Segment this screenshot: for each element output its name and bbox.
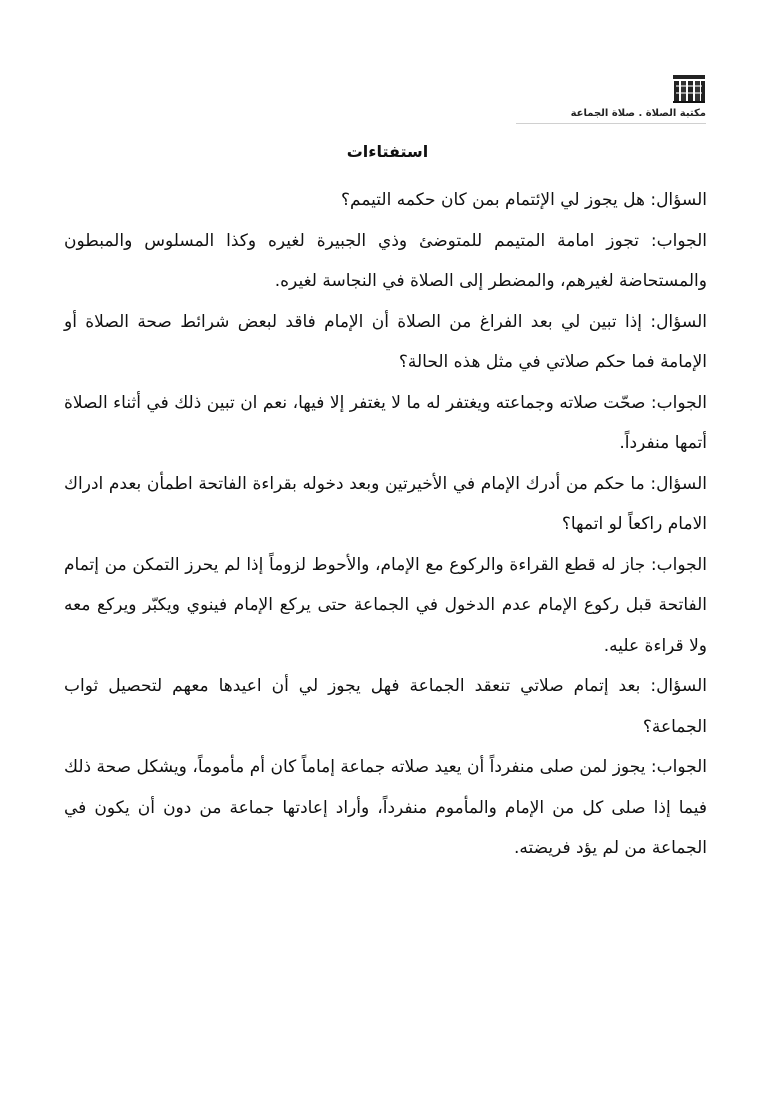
- page-title: استفتاءات: [346, 142, 429, 161]
- page-header: [506, 72, 706, 124]
- question-paragraph: السؤال: هل يجوز لي الإئتمام بمن كان حكمه التيمم؟: [340, 190, 707, 210]
- question-paragraph: السؤال: بعد إتمام صلاتي تنعقد الجماعة فهل يجوز لي أن اعيدها معهم لتحصيل ثواب الجماعة؟: [64, 676, 707, 737]
- qa-content: [64, 180, 707, 869]
- question-paragraph: السؤال: إذا تبين لي بعد الفراغ من الصلاة أن الإمام فاقد لبعض شرائط صحة الصلاة أو الإمامة فما حكم صلاتي في مثل هذه الحالة؟: [64, 311, 707, 372]
- answer-paragraph: الجواب: جاز له قطع القراءة والركوع مع الإمام، والأحوط لزوماً إذا لم يحرز التمكن من إتمام الفاتحة قبل ركوع الإمام عدم الدخول في الجماعة حتى يركع الإمام فينوي ويكبّر ويركع معه ولا قراءة عليه.: [64, 554, 707, 656]
- answer-paragraph: الجواب: صحّت صلاته وجماعته ويغتفر له ما لا يغتفر إلا فيها، نعم ان تبين ذلك في أثناء الصلاة أتمها منفرداً.: [64, 392, 707, 453]
- header-caption: مكتبة الصلاة . صلاة الجماعة: [570, 108, 706, 119]
- header-divider: [516, 123, 706, 124]
- book-publisher-logo-icon: [672, 72, 706, 104]
- answer-paragraph: الجواب: تجوز امامة المتيمم للمتوضئ وذي الجبيرة لغيره وكذا المسلوس والمبطون والمستحاضة لغيرهم، والمضطر إلى الصلاة في النجاسة لغيره.: [64, 230, 707, 291]
- question-paragraph: السؤال: ما حكم من أدرك الإمام في الأخيرتين وبعد دخوله بقراءة الفاتحة اطمأن بعدم ادراك الامام راكعاً لو اتمها؟: [64, 473, 707, 534]
- answer-paragraph: الجواب: يجوز لمن صلى منفرداً أن يعيد صلاته جماعة إماماً كان أم مأموماً، ويشكل صحة ذلك فيما إذا صلى كل من الإمام والمأموم منفرداً، وأراد إعادتها جماعة من دون أن يكون في الجماعة من لم يؤد فريضته.: [64, 757, 707, 858]
